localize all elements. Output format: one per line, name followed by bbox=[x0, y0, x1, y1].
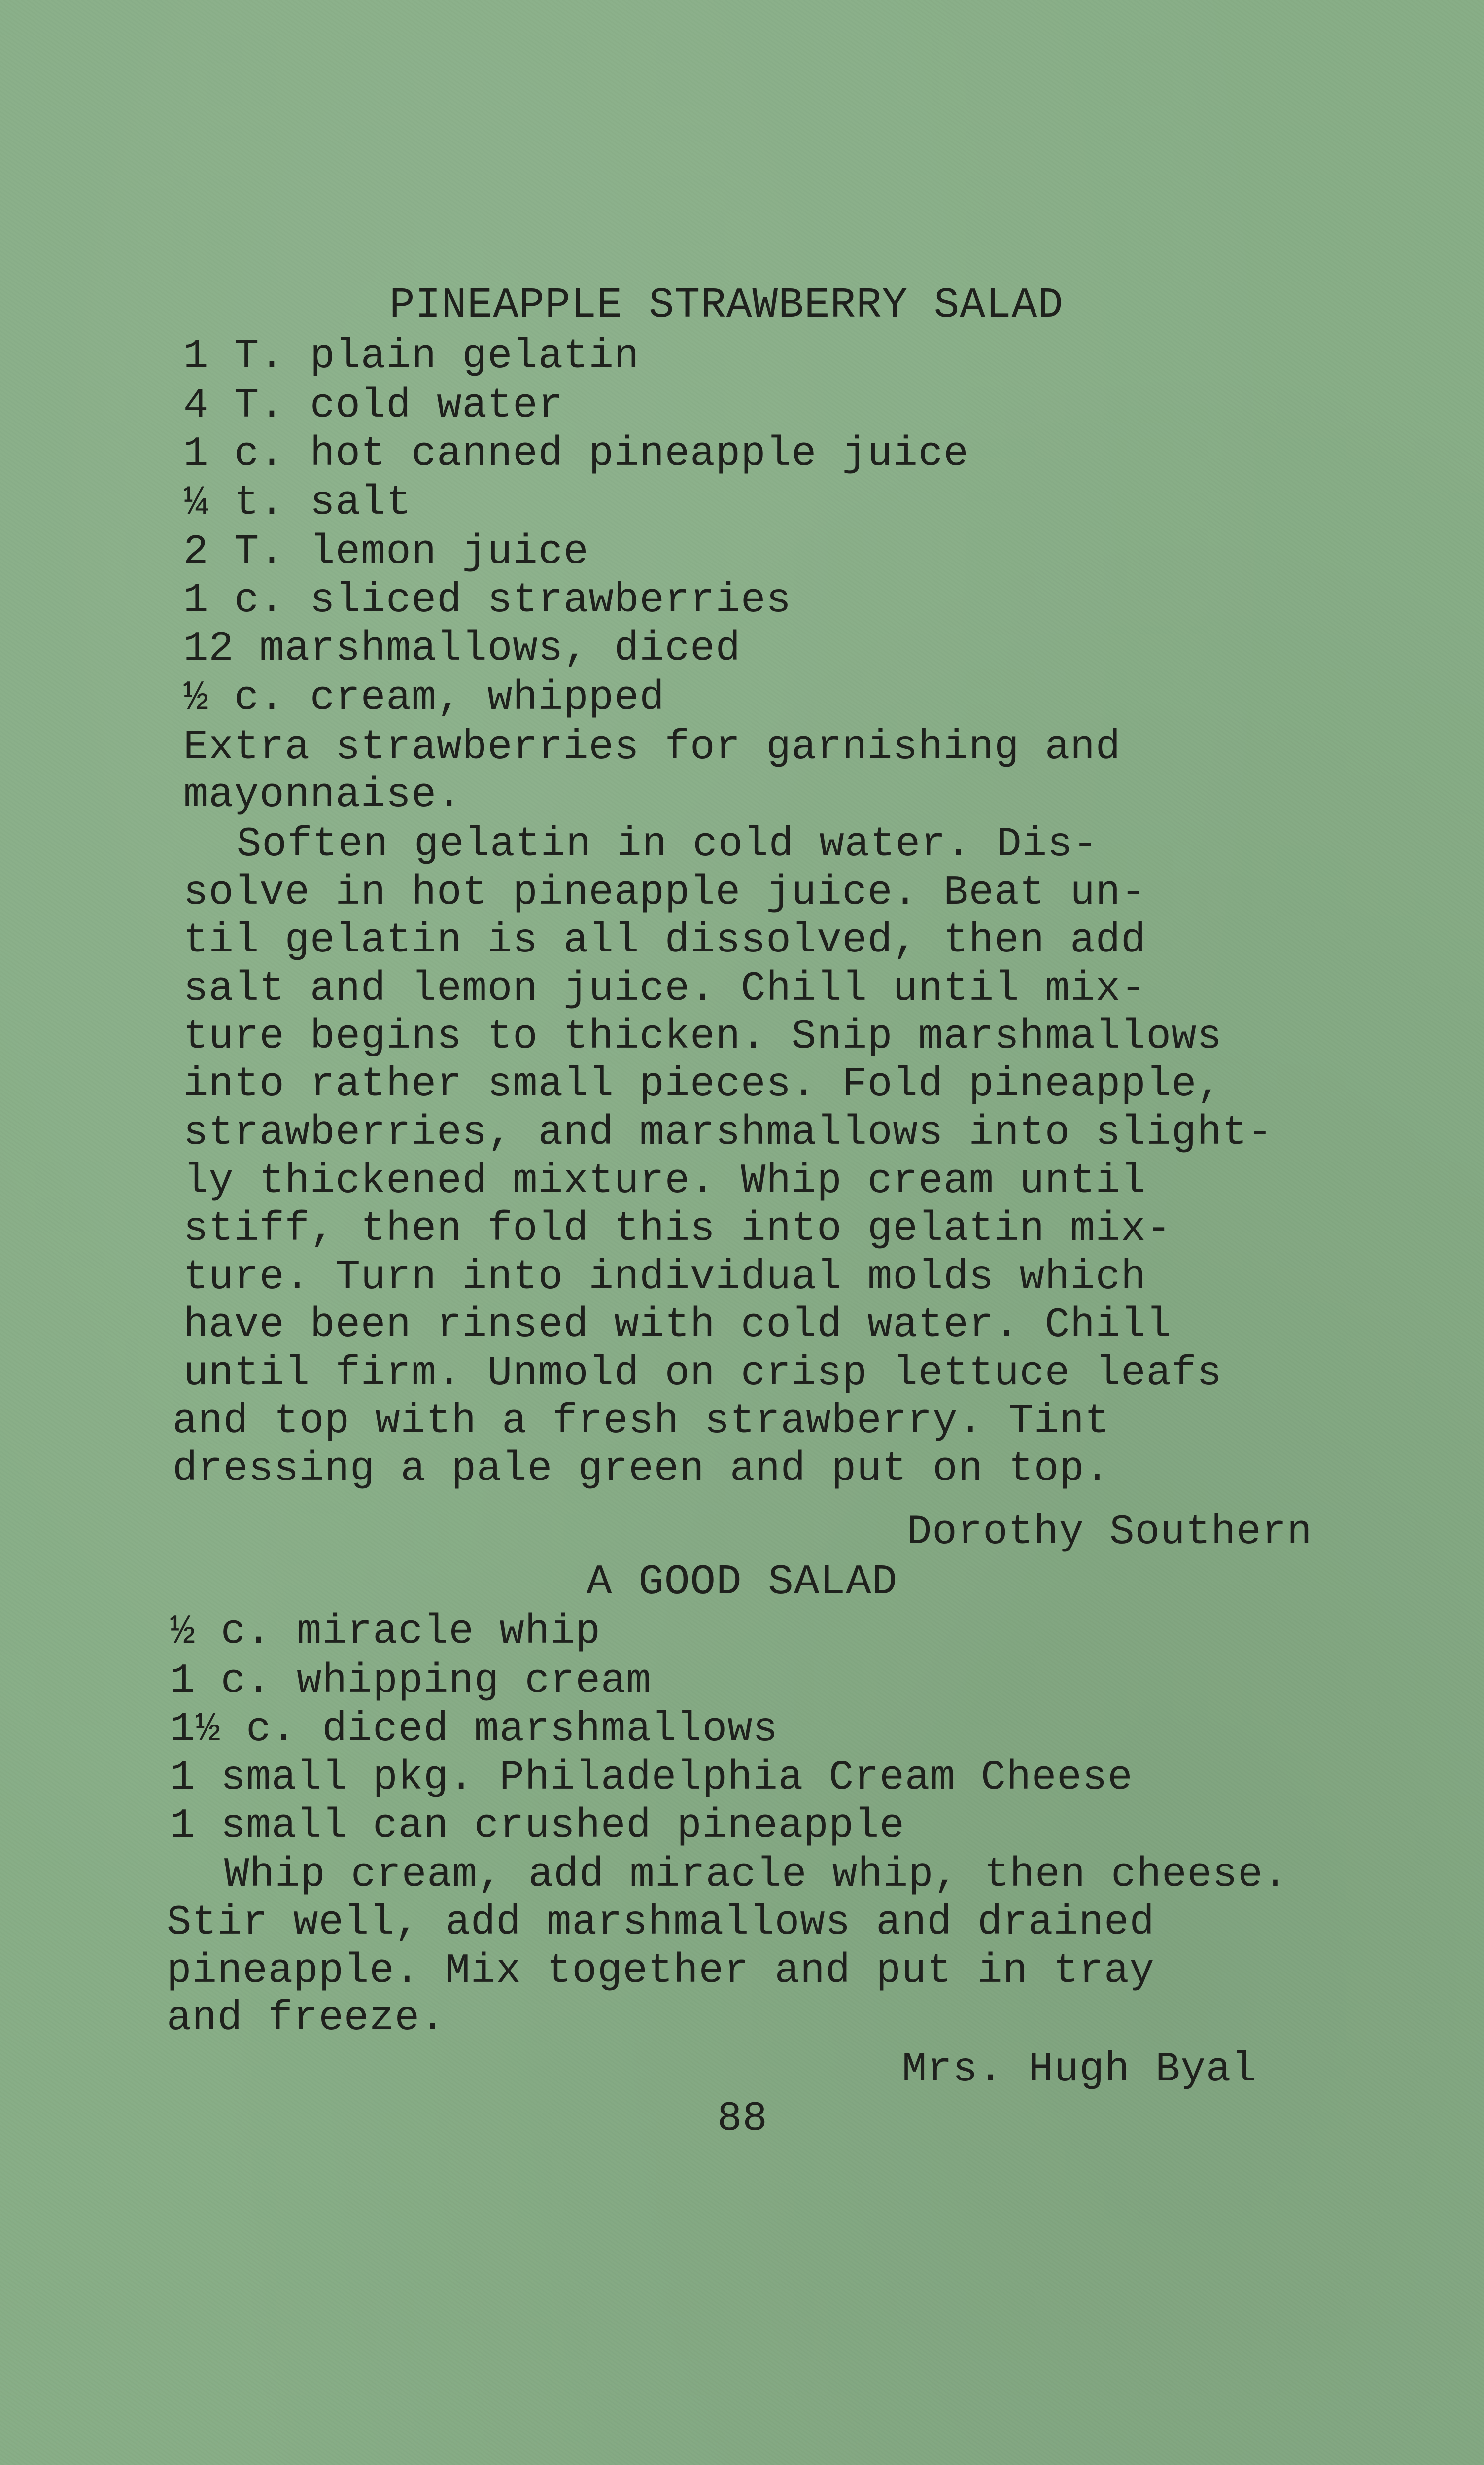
ingredient-line: 1 small can crushed pineapple bbox=[170, 1803, 905, 1850]
ingredient-line: ½ c. cream, whipped bbox=[183, 675, 665, 722]
direction-line: Whip cream, add miracle whip, then cheese. bbox=[224, 1852, 1289, 1899]
direction-line: pineapple. Mix together and put in tray bbox=[167, 1948, 1155, 1995]
direction-line: Soften gelatin in cold water. Dis- bbox=[237, 821, 1098, 868]
ingredient-line: 1 c. sliced strawberries bbox=[183, 577, 792, 624]
direction-line: ly thickened mixture. Whip cream until bbox=[183, 1158, 1146, 1205]
page-number: 88 bbox=[717, 2096, 768, 2143]
direction-line: have been rinsed with cold water. Chill bbox=[183, 1302, 1172, 1349]
ingredient-line: ¼ t. salt bbox=[183, 480, 412, 527]
direction-line: ture begins to thicken. Snip marshmallows bbox=[183, 1014, 1222, 1060]
direction-line: and top with a fresh strawberry. Tint bbox=[173, 1398, 1110, 1445]
ingredient-line: mayonnaise. bbox=[183, 772, 462, 819]
direction-line: dressing a pale green and put on top. bbox=[173, 1446, 1110, 1493]
ingredient-line: 4 T. cold water bbox=[183, 383, 564, 429]
recipe-author: Mrs. Hugh Byal bbox=[902, 2046, 1257, 2093]
ingredient-line: 1 c. hot canned pineapple juice bbox=[183, 431, 969, 478]
ingredient-line: 12 marshmallows, diced bbox=[183, 626, 741, 672]
direction-line: strawberries, and marshmallows into slight- bbox=[183, 1110, 1273, 1157]
ingredient-line: 1 c. whipping cream bbox=[170, 1658, 652, 1705]
recipe-author: Dorothy Southern bbox=[907, 1509, 1312, 1556]
direction-line: stiff, then fold this into gelatin mix- bbox=[183, 1206, 1172, 1253]
direction-line: solve in hot pineapple juice. Beat un- bbox=[183, 870, 1146, 916]
recipe-title: A GOOD SALAD bbox=[587, 1558, 898, 1606]
direction-line: Stir well, add marshmallows and drained bbox=[167, 1900, 1155, 1946]
direction-line: and freeze. bbox=[167, 1995, 446, 2042]
direction-line: into rather small pieces. Fold pineapple, bbox=[183, 1061, 1222, 1108]
direction-line: ture. Turn into individual molds which bbox=[183, 1254, 1146, 1301]
direction-line: salt and lemon juice. Chill until mix- bbox=[183, 966, 1146, 1013]
recipe-title: PINEAPPLE STRAWBERRY SALAD bbox=[389, 281, 1064, 329]
ingredient-line: 1 small pkg. Philadelphia Cream Cheese bbox=[170, 1755, 1133, 1801]
ingredient-line: 2 T. lemon juice bbox=[183, 529, 589, 576]
ingredient-line: Extra strawberries for garnishing and bbox=[183, 724, 1121, 771]
ingredient-line: 1 T. plain gelatin bbox=[183, 333, 640, 380]
direction-line: til gelatin is all dissolved, then add bbox=[183, 917, 1146, 964]
ingredient-line: 1½ c. diced marshmallows bbox=[170, 1706, 778, 1753]
ingredient-line: ½ c. miracle whip bbox=[170, 1609, 601, 1655]
direction-line: until firm. Unmold on crisp lettuce leafs bbox=[183, 1350, 1222, 1397]
